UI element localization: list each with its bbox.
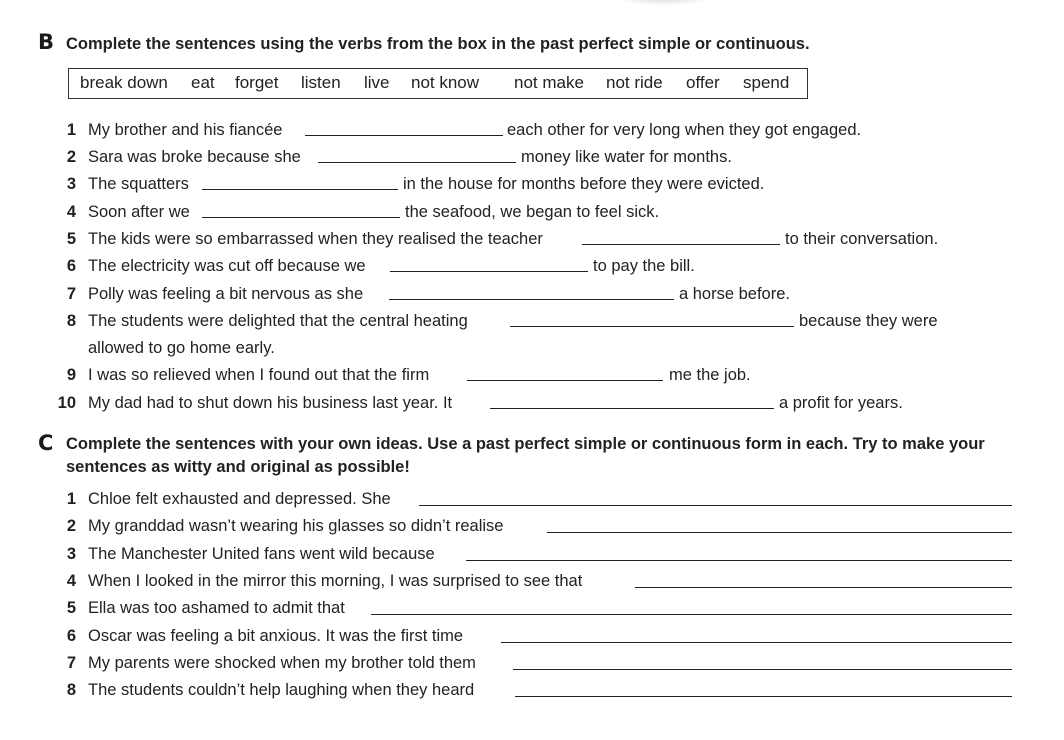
item-number: 1	[66, 121, 76, 139]
page-edge-shadow	[612, 0, 716, 6]
item-number: 4	[66, 203, 76, 221]
item-number: 8	[66, 312, 76, 330]
box-word: not know	[411, 73, 480, 92]
item-number: 6	[66, 627, 76, 645]
sentence-start: Soon after we	[88, 203, 190, 221]
answer-blank[interactable]	[635, 587, 1012, 588]
item-number: 9	[66, 366, 76, 384]
sentence-start: The electricity was cut off because we	[88, 257, 366, 275]
sentence-start: My granddad wasn’t wearing his glasses so didn’t realise	[88, 517, 504, 535]
box-word: forget	[235, 73, 279, 92]
sentence-start: The students were delighted that the central heating	[88, 312, 468, 330]
sentence-end: in the house for months before they were evicted.	[403, 175, 765, 193]
box-word: live	[364, 73, 390, 92]
sentence-start: Ella was too ashamed to admit that	[88, 599, 345, 617]
answer-blank[interactable]	[202, 189, 398, 190]
box-word: listen	[301, 73, 341, 92]
answer-blank[interactable]	[202, 217, 400, 218]
sentence-end: me the job.	[669, 366, 751, 384]
answer-blank[interactable]	[510, 326, 794, 327]
answer-blank[interactable]	[501, 642, 1012, 643]
box-word: not ride	[606, 73, 663, 92]
box-word: break down	[80, 73, 168, 92]
box-word: not make	[514, 73, 584, 92]
item-number: 3	[66, 175, 76, 193]
word-box	[68, 68, 808, 99]
section-c-letter: C	[38, 431, 54, 455]
sentence-end: a horse before.	[679, 285, 790, 303]
item-number: 4	[66, 572, 76, 590]
sentence-end: money like water for months.	[521, 148, 732, 166]
box-word: eat	[191, 73, 215, 92]
answer-blank[interactable]	[547, 532, 1012, 533]
item-number: 7	[66, 654, 76, 672]
sentence-end: each other for very long when they got engaged.	[507, 121, 862, 139]
section-b-letter: B	[38, 30, 55, 54]
sentence-start: My dad had to shut down his business last year. It	[88, 394, 453, 412]
item-number: 1	[66, 490, 76, 508]
answer-blank[interactable]	[513, 669, 1012, 670]
sentence-start: I was so relieved when I found out that the firm	[88, 366, 430, 384]
sentence-start: The kids were so embarrassed when they realised the teacher	[88, 230, 543, 248]
answer-blank[interactable]	[390, 271, 588, 272]
item-number: 7	[66, 285, 76, 303]
answer-blank[interactable]	[371, 614, 1012, 615]
answer-blank[interactable]	[466, 560, 1012, 561]
sentence-end: to pay the bill.	[593, 257, 695, 275]
item-number: 2	[66, 148, 76, 166]
answer-blank[interactable]	[490, 408, 774, 409]
sentence-start: Oscar was feeling a bit anxious. It was the first time	[88, 627, 464, 645]
sentence-start: Sara was broke because she	[88, 148, 301, 166]
sentence-start: My brother and his fiancée	[88, 121, 283, 139]
item-number: 2	[66, 517, 76, 535]
sentence-end: because they were	[799, 312, 938, 330]
answer-blank[interactable]	[582, 244, 780, 245]
sentence-start: The squatters	[88, 175, 189, 193]
item-number: 10	[57, 394, 76, 412]
answer-blank[interactable]	[467, 380, 663, 381]
sentence-start: Polly was feeling a bit nervous as she	[88, 285, 364, 303]
sentence-start: When I looked in the mirror this morning, I was surprised to see that	[88, 572, 583, 590]
section-c-instruction-line2: sentences as witty and original as possible!	[66, 458, 410, 476]
sentence-start: The Manchester United fans went wild because	[88, 545, 435, 563]
sentence-start: My parents were shocked when my brother told them	[88, 654, 476, 672]
sentence-continuation: allowed to go home early.	[88, 339, 275, 357]
box-word: spend	[743, 73, 790, 92]
answer-blank[interactable]	[389, 299, 674, 300]
sentence-start: The students couldn’t help laughing when they heard	[88, 681, 475, 699]
item-number: 3	[66, 545, 76, 563]
section-b-instruction: Complete the sentences using the verbs from the box in the past perfect simple or continuous.	[66, 35, 810, 53]
section-c-instruction-line1: Complete the sentences with your own ideas. Use a past perfect simple or continuous form in each. Try to make your	[66, 435, 985, 453]
box-word: offer	[686, 73, 720, 92]
sentence-start: Chloe felt exhausted and depressed. She	[88, 490, 391, 508]
sentence-end: to their conversation.	[785, 230, 939, 248]
answer-blank[interactable]	[305, 135, 503, 136]
answer-blank[interactable]	[419, 505, 1012, 506]
answer-blank[interactable]	[515, 696, 1012, 697]
answer-blank[interactable]	[318, 162, 516, 163]
item-number: 5	[66, 599, 76, 617]
item-number: 8	[66, 681, 76, 699]
item-number: 6	[66, 257, 76, 275]
sentence-end: the seafood, we began to feel sick.	[405, 203, 660, 221]
item-number: 5	[66, 230, 76, 248]
sentence-end: a profit for years.	[779, 394, 903, 412]
